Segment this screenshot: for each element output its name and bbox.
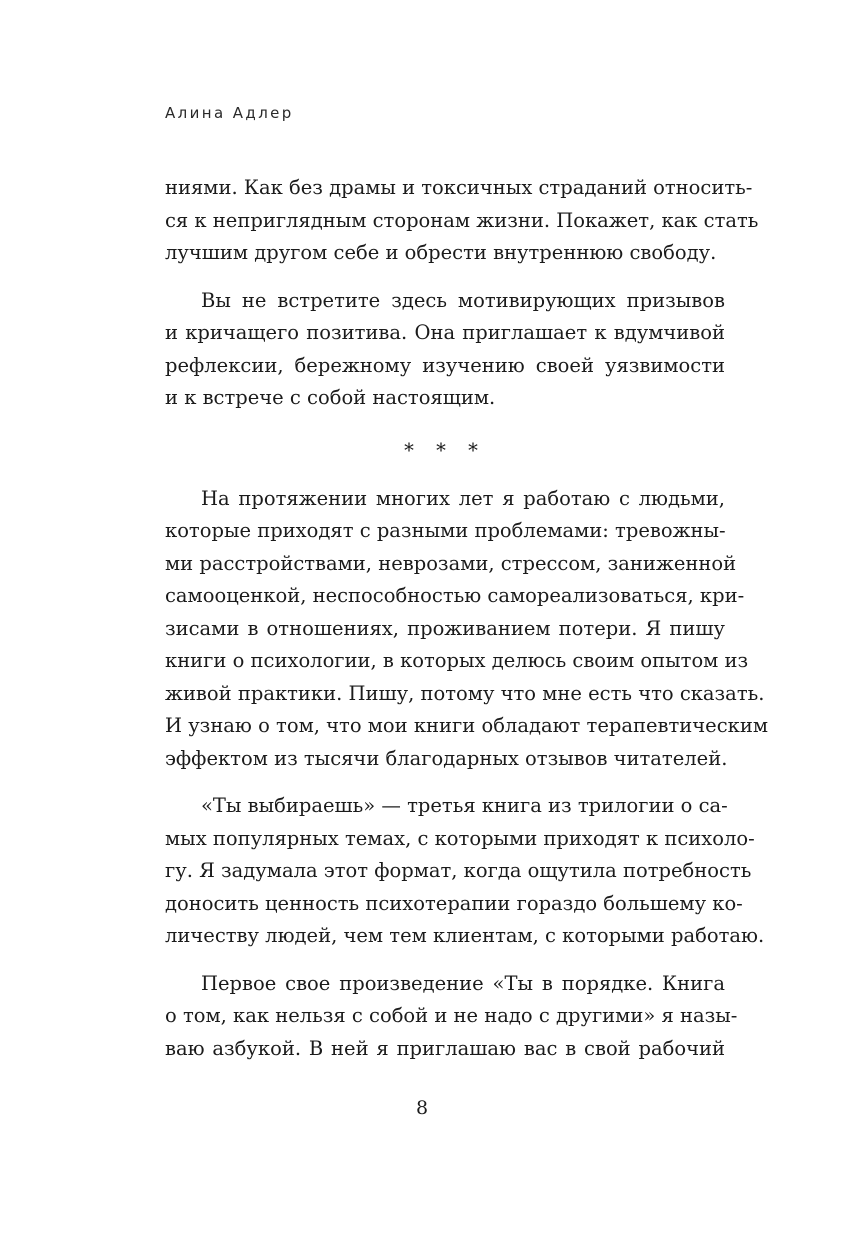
text-line: живой практики. Пишу, потому что мне есть что сказать.: [165, 681, 765, 705]
text-line: книги о психологии, в которых делюсь своим опытом из: [165, 649, 749, 672]
paragraph: [165, 285, 725, 415]
running-head-author: Алина Адлер: [165, 104, 294, 122]
paragraph: [165, 968, 738, 1066]
paragraph: [165, 790, 765, 953]
page-number: 8: [415, 1097, 429, 1119]
text-line: ниями. Как без драмы и токсичных страданий относить-: [165, 176, 753, 199]
paragraph: [165, 172, 759, 270]
text-line: Первое свое произведение «Ты в порядке. Книга: [201, 971, 725, 995]
text-line: ся к неприглядным сторонам жизни. Покажет, как стать: [165, 208, 759, 232]
text-line: «Ты выбираешь» — третья книга из трилогии о са-: [201, 794, 728, 817]
text-line: эффектом из тысячи благодарных отзывов читателей.: [165, 746, 728, 770]
text-line: мых популярных темах, с которыми приходят к психоло-: [165, 826, 755, 850]
text-line: И узнаю о том, что мои книги обладают терапевтическим: [165, 714, 768, 737]
text-line: доносить ценность психотерапии гораздо большему ко-: [165, 891, 743, 915]
text-line: Вы не встретите здесь мотивирующих призывов: [201, 288, 725, 312]
text-line: самооценкой, неспособностью самореализоваться, кри-: [165, 584, 745, 607]
body-text: [165, 172, 768, 1065]
text-line: личеству людей, чем тем клиентам, с которыми работаю.: [165, 924, 765, 947]
text-line: которые приходят с разными проблемами: тревожны-: [165, 519, 726, 542]
text-line: лучшим другом себе и обрести внутреннюю свободу.: [165, 241, 717, 264]
section-separator: * * *: [404, 438, 486, 462]
text-line: гу. Я задумала этот формат, когда ощутила потребность: [165, 859, 752, 882]
text-line: зисами в отношениях, проживанием потери. Я пишу: [165, 616, 725, 640]
text-line: рефлексии, бережному изучению своей уязвимости: [165, 353, 725, 377]
text-line: и кричащего позитива. Она приглашает к вдумчивой: [165, 321, 725, 344]
paragraph: [165, 483, 768, 776]
text-line: о том, как нельзя с собой и не надо с другими» я назы-: [165, 1004, 738, 1027]
text-line: и к встрече с собой настоящим.: [165, 386, 496, 409]
text-line: На протяжении многих лет я работаю с людьми,: [201, 486, 725, 510]
text-line: ваю азбукой. В ней я приглашаю вас в свой рабочий: [165, 1036, 725, 1060]
text-line: ми расстройствами, неврозами, стрессом, заниженной: [165, 551, 737, 575]
